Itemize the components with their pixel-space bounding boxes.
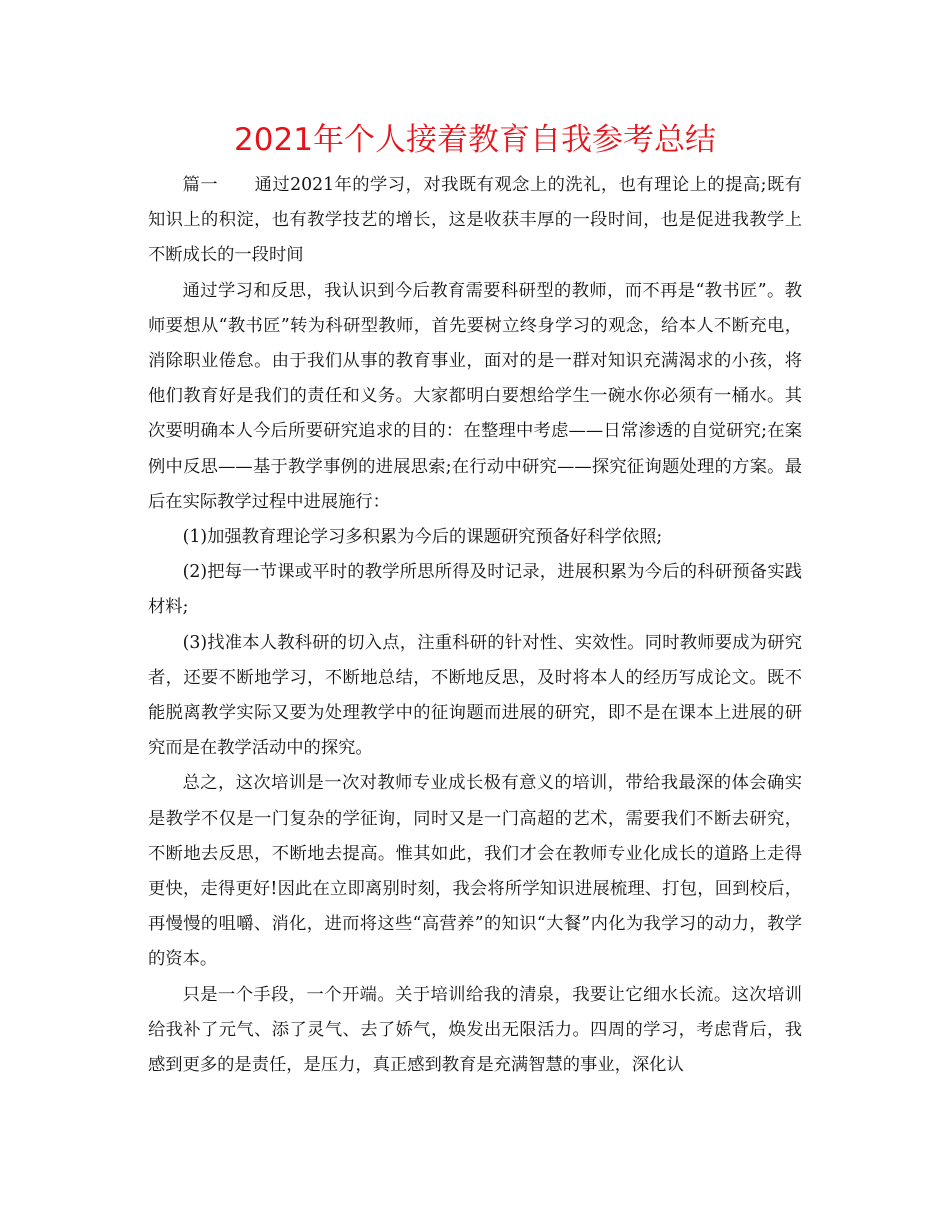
paragraph: 总之，这次培训是一次对教师专业成长极有意义的培训，带给我最深的体会确实是教学不仅是一门复杂的学征询，同时又是一门高超的艺术，需要我们不断去研究，不断地去反思，不断地去提高。惟其如此，我们才会在教师专业化成长的道路上走得更快，走得更好!因此在立即离别时刻，我会将所学知识进展梳理、打包，回到校后，再慢慢的咀嚼、消化，进而将这些“高营养”的知识“大餐”内化为我学习的动力，教学的资本。 <box>148 773 802 970</box>
paragraph-intro <box>148 168 802 274</box>
intro-label: 篇一 <box>182 175 219 195</box>
paragraph-text: 通过2021年的学习，对我既有观念上的洗礼，也有理论上的提高;既有知识上的积淀，也有教学技艺的增长，这是收获丰厚的一段时间，也是促进我教学上不断成长的一段时间 <box>148 175 802 266</box>
list-item-2: (2)把每一节课或平时的教学所思所得及时记录，进展积累为今后的科研预备实践材料; <box>148 562 802 618</box>
list-item-1: (1)加强教育理论学习多积累为今后的课题研究预备好科学依照; <box>182 527 663 548</box>
paragraph: 通过学习和反思，我认识到今后教育需要科研型的教师，而不再是“教书匠”。教师要想从“教书匠”转为科研型教师，首先要树立终身学习的观念，给本人不断充电，消除职业倦怠。由于我们从事的教育事业，面对的是一群对知识充满渴求的小孩，将他们教育好是我们的责任和义务。大家都明白要想给学生一碗水你必须有一桶水。其次要明确本人今后所要研究追求的目的：在整理中考虑——日常渗透的自觉研究;在案例中反思——基于教学事例的进展思索;在行动中研究——探究征询题处理的方案。最后在实际教学过程中进展施行： <box>148 280 802 512</box>
list-item-3: (3)找准本人教科研的切入点，注重科研的针对性、实效性。同时教师要成为研究者，还要不断地学习，不断地总结，不断地反思，及时将本人的经历写成论文。既不能脱离教学实际又要为处理教学中的征询题而进展的研究，即不是在课本上进展的研究而是在教学活动中的探究。 <box>148 632 802 759</box>
paragraph: 只是一个手段，一个开端。关于培训给我的清泉，我要让它细水长流。这次培训给我补了元气、添了灵气、去了娇气，焕发出无限活力。四周的学习，考虑背后，我感到更多的是责任，是压力，真正感到教育是充满智慧的事业，深化认 <box>148 984 802 1076</box>
document-title: 2021年个人接着教育自我参考总结 <box>234 122 716 158</box>
